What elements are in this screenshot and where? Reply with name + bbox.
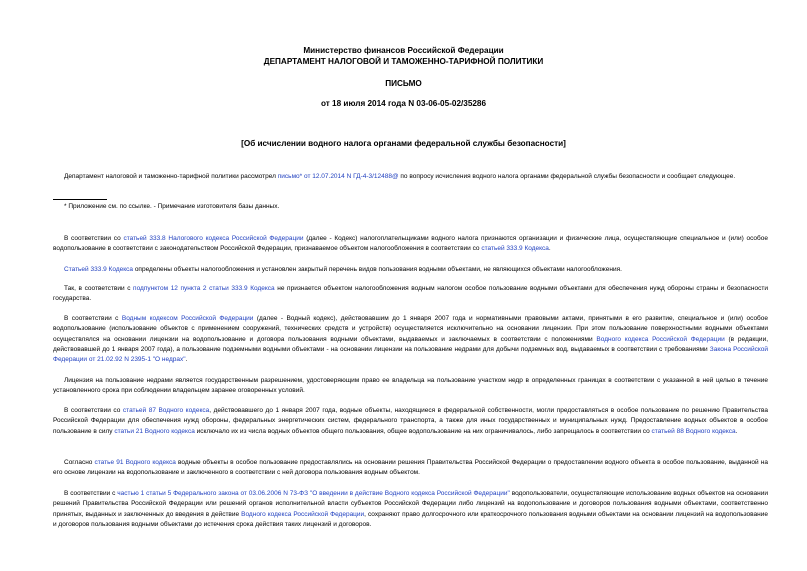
intro-paragraph: Департамент налоговой и таможенно-тарифной политики рассмотрел письмо* от 12.07.2014 N ГД-4-3/12488@ по вопросу исчисления водного налога органами федеральной службы безопасности и сообщает следующее. — [64, 173, 736, 180]
footnote: * Приложение см. по ссылке. - Примечание изготовителя базы данных. — [64, 203, 280, 210]
ministry-title: Министерство финансов Российской Федерации — [303, 46, 504, 55]
water-code-article-87-link[interactable]: статьей 87 Водного кодекса — [122, 407, 210, 414]
paragraph-6: В соответствии со статьей 87 Водного кодекса, действовавшего до 1 января 2007 года, водные объекты, находящиеся в федеральной собственности, могли предоставляться в особое пользование по решению Правительства Российской Федерации для обеспечения нужд обороны, федеральных энергетических систем, федерального транспорта, а также для иных государственных и муниципальных нужд. Предоставление водных объектов в особое пользование в силу статьи 21 Водного кодекса исключало их из числа водных объектов общего пользования, общее водопользование на них ограничивалось, либо запрещалось в соответствии со статьей 88 Водного кодекса. — [53, 407, 768, 435]
article-333-9-link[interactable]: Статьей 333.9 Кодекса — [64, 266, 134, 273]
subparagraph-12-link[interactable]: подпунктом 12 пункта 2 статьи 333.9 Кодекса — [133, 285, 275, 292]
article-333-9-link[interactable]: статьей 333.9 Кодекса — [481, 245, 549, 253]
paragraph-4: В соответствии с Водным кодексом Российской Федерации (далее - Водный кодекс), действовавшим до 1 января 2007 года и нормативными правовыми актами, принятыми в его развитие, специальное и (или) особое водопользование (использование объектов с применением сооружений, технических средств и устройств) осуществляется исключительно на основании лицензии. При этом пользование поверхностными водными объектами осуществлялся на основании лицензии на водопользование и договора пользования водными объектами, выдаваемых и заключаемых в соответствии с положениями Водного кодекса Российской Федерации (в редакции, действовавшей до 1 января 2007 года), а пользование подземными водными объектами - на основании лицензии на пользование недрами для добычи подземных вод, выдаваемых в соответствии с требованиями Закона Российской Федерации от 21.02.92 N 2395-1 "О недрах". — [53, 315, 769, 364]
letter-link[interactable]: письмо* от 12.07.2014 N ГД-4-3/12488@ — [277, 173, 399, 180]
water-code-article-88-link[interactable]: статьей 88 Водного кодекса — [651, 427, 736, 435]
department-title: ДЕПАРТАМЕНТ НАЛОГОВОЙ И ТАМОЖЕННО-ТАРИФНОЙ ПОЛИТИКИ — [263, 57, 544, 66]
paragraph-5: Лицензия на пользование недрами является государственным разрешением, удостоверяющим право ее владельца на пользование участком недр в определенных границах в соответствии с указанной в ней целью в течение установленного срока при соблюдении владельцем заранее оговоренных условий. — [53, 377, 768, 395]
water-code-article-91-link[interactable]: статье 91 Водного кодекса — [94, 459, 176, 466]
water-code-link[interactable]: Водным кодексом Российской Федерации — [121, 315, 254, 322]
tax-code-article-333-8-link[interactable]: статьей 333.8 Налогового кодекса Российской Федерации — [123, 235, 304, 242]
federal-law-73-fz-link[interactable]: частью 1 статьи 5 Федерального закона от 03.06.2006 N 73-ФЗ "О введении в действие Водного кодекса Российской Федерации" — [117, 490, 510, 497]
subsoil-law-link[interactable]: Закона Российской Федерации от 21.02.92 N 2395-1 "О недрах" — [53, 345, 768, 364]
water-code-rf-link[interactable]: Водного кодекса Российской Федерации — [596, 335, 725, 343]
water-code-article-21-link[interactable]: статьи 21 Водного кодекса — [114, 427, 195, 435]
footnote-divider — [53, 199, 107, 200]
document-subject: [Об исчислении водного налога органами федеральной службы безопасности] — [241, 139, 566, 148]
paragraph-8: В соответствии с частью 1 статьи 5 Федерального закона от 03.06.2006 N 73-ФЗ "О введении в действие Водного кодекса Российской Федерации" водопользователи, осуществляющие использование водных объектов на основании решений Правительства Российской Федерации или решений органов исполнительной власти субъектов Российской Федерации либо лицензий на водопользование и договоров пользования водными объектами, соответственно принятых, выданных и заключенных до введения в действие Водного кодекса Российской Федерации, сохраняют право долгосрочного или краткосрочного пользования водными объектами на основании лицензий на водопользование и договоров пользования водными объектами до истечения срока действия таких лицензий и договоров. — [53, 490, 769, 528]
paragraph-3: Так, в соответствии с подпунктом 12 пункта 2 статьи 333.9 Кодекса не признается объектом налогообложения водным налогом особое пользование водными объектами для обеспечения нужд обороны страны и безопасности государства. — [53, 285, 768, 303]
document-type: ПИСЬМО — [385, 79, 422, 88]
paragraph-2: Статьей 333.9 Кодекса определены объекты налогообложения и установлен закрытый перечень видов пользования водными объектами, не являющихся объектами налогообложения. — [64, 266, 622, 273]
paragraph-7: Согласно статье 91 Водного кодекса водные объекты в особое пользование предоставлялись на основании решения Правительства Российской Федерации о предоставлении водного объекта в особое пользование, выданной на его основе лицензии на водопользование и заключенного в соответствии с ней договора пользования водным объектом. — [53, 459, 768, 477]
water-code-rf-link[interactable]: Водного кодекса Российской Федерации — [241, 510, 365, 518]
document-date-number: от 18 июля 2014 года N 03-06-05-02/35286 — [320, 99, 487, 108]
paragraph-1: В соответствии со статьей 333.8 Налогового кодекса Российской Федерации (далее - Кодекс) налогоплательщиками водного налога признаются организации и физические лица, осуществляющие специальное и (или) особое водопользование в соответствии с законодательством Российской Федерации, признаваемое объектом налогообложения в соответствии со статьей 333.9 Кодекса. — [53, 235, 768, 253]
